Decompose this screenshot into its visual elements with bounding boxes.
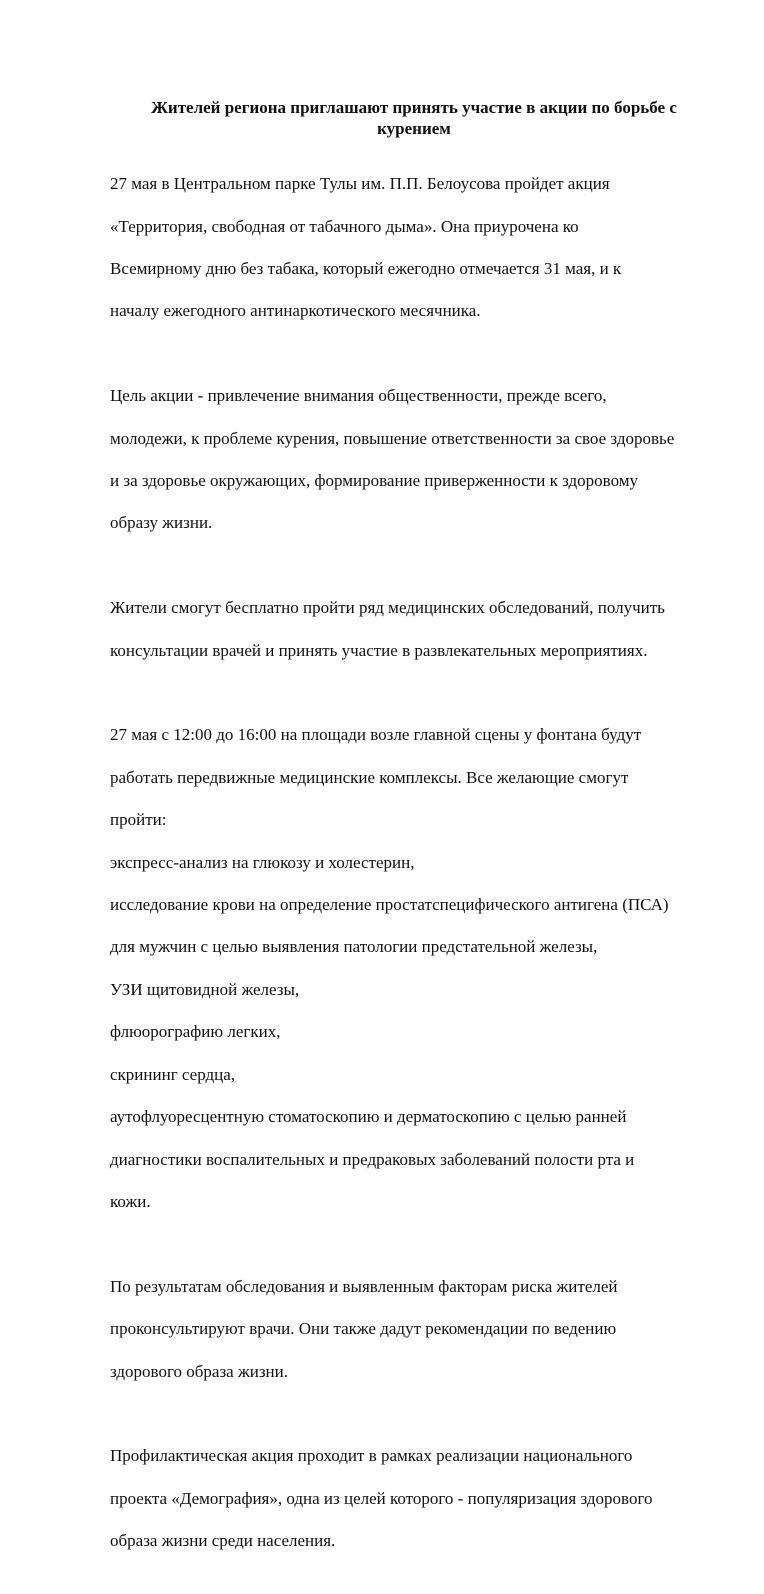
text-line: проконсультируют врачи. Они также дадут рекомендации по ведению — [110, 1319, 617, 1339]
text-line: «Территория, свободная от табачного дыма». Она приурочена ко — [110, 216, 579, 236]
paragraph-event-announcement — [110, 152, 720, 343]
exam-list-item: для мужчин с целью выявления патологии предстательной железы, — [110, 937, 598, 957]
text-line: консультации врачей и принять участие в развлекательных мероприятиях. — [110, 640, 648, 660]
text-line: молодежи, к проблеме курения, повышение ответственности за свое здоровье — [110, 428, 675, 448]
text-line: проекта «Демография», одна из целей которого - популяризация здорового — [110, 1488, 653, 1508]
text-line: и за здоровье окружающих, формирование приверженности к здоровому — [110, 471, 639, 491]
document-body — [110, 152, 720, 1594]
text-line: Цель акции - привлечение внимания общественности, прежде всего, — [110, 386, 607, 406]
exam-list-item: флюорографию легких, — [110, 1022, 281, 1042]
exam-list-item: аутофлуоресцентную стоматоскопию и дерматоскопию с целью ранней — [110, 1107, 627, 1127]
text-line: 27 мая с 12:00 до 16:00 на площади возле главной сцены у фонтана будут — [110, 725, 642, 745]
text-line: 27 мая в Центральном парке Тулы им. П.П. Белоусова пройдет акция — [110, 174, 610, 194]
paragraph-event-goal — [110, 364, 720, 555]
text-line: пройти: — [110, 810, 167, 830]
paragraph-medical-examinations — [110, 703, 720, 1233]
paragraph-consultations — [110, 1255, 720, 1403]
title-line: курением — [377, 119, 451, 138]
text-line: Всемирному дню без табака, который ежегодно отмечается 31 мая, и к — [110, 259, 622, 279]
exam-list-item: УЗИ щитовидной железы, — [110, 979, 300, 999]
exam-list-item: кожи. — [110, 1191, 151, 1211]
exam-list-item: экспресс-анализ на глюкозу и холестерин, — [110, 852, 415, 872]
paragraph-free-services — [110, 576, 720, 682]
text-line: Профилактическая акция проходит в рамках реализации национального — [110, 1446, 633, 1466]
title-line: Жителей региона приглашают принять участие в акции по борьбе с — [151, 98, 677, 117]
text-line: началу ежегодного антинаркотического месячника. — [110, 301, 481, 321]
exam-list-item: скрининг сердца, — [110, 1064, 236, 1084]
text-line: работать передвижные медицинские комплексы. Все желающие смогут — [110, 767, 629, 787]
text-line: здорового образа жизни. — [110, 1361, 288, 1381]
paragraph-national-project — [110, 1424, 720, 1572]
exam-list-item: исследование крови на определение простатспецифического антигена (ПСА) — [110, 895, 669, 915]
text-line: Жители смогут бесплатно пройти ряд медицинских обследований, получить — [110, 598, 665, 618]
text-line: По результатам обследования и выявленным факторам риска жителей — [110, 1276, 618, 1296]
text-line: образа жизни среди населения. — [110, 1531, 336, 1551]
document-title — [112, 97, 716, 139]
exam-list-item: диагностики воспалительных и предраковых заболеваний полости рта и — [110, 1149, 635, 1169]
text-line: образу жизни. — [110, 513, 213, 533]
